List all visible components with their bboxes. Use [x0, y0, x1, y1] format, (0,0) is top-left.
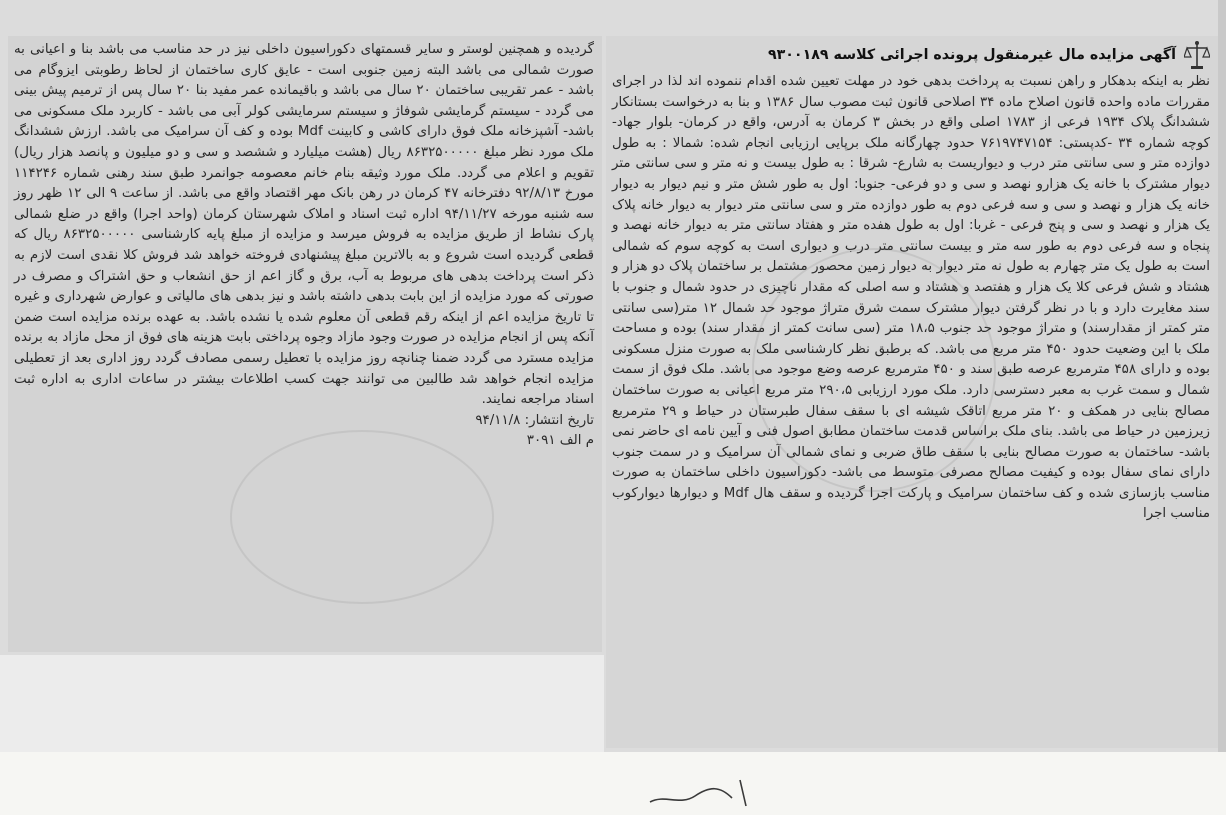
notice-left-column	[8, 36, 602, 652]
notice-body-right: نظر به اینکه بدهکار و راهن نسبت به پرداخت بدهی خود در مهلت تعیین شده اقدام ننموده اند لذا در اجرای مقررات ماده واحده قانون اصلاح ماده ۳۴ اصلاحی قانون ثبت مصوب سال ۱۳۸۶ و بنا به درخواست بستانکار ششدانگ پلاک ۱۹۳۴ فرعی از ۱۷۸۳ اصلی واقع در بخش ۳ کرمان به آدرس، واقع در کرمان- بلوار جهاد- کوچه شماره ۳۴ -کدپستی: ۷۶۱۹۷۴۷۱۵۴ حدود چهارگانه ملک برپایی ارزیابی انجام شده: شمالا : به طول دوازده متر و سی سانتی متر درب و دیواریست به شارع- شرقا : به طول بیست و نه متر و سی سانتی متر دیوار مشترک با خانه یک هزارو نهصد و سی و دو فرعی- جنوبا: اول به طور شش متر و نیم دیوار به دیوار خانه یک هزار و نهصد و سی و سه فرعی دوم به طور دوازده متر و سی سانتی متر دیوار به دیوار خانه پلاک یک هزار و نهصد و سی و پنج فرعی - غربا: اول به طول هفده متر و هفتاد سانتی متر به دیوار خانه نهصد و پنجاه و سه فرعی دوم به طور سه متر و بیست سانتی متر درب و دیواری است به کوچه سوم که شمالی است به طول یک متر چهارم به طول نه متر دیوار به دیوار زمین محصور مشتمل بر ساختمان پلاک دو هزار و هشتاد و شش فرعی کلا یک هزار و هفتصد و هشتاد و سه اصلی که مقدار ناچیزی در حدود شمال و جنوب با سند مغایرت دارد و با در نظر گرفتن دیوار مشترک سمت شرق متراژ موجود حد شمال ۱۲ متر(سی سانتی متر کمتر از مقدارسند) و متراژ موجود حد جنوب ۱۸،۵ متر (سی سانت کمتر از مقدار سند) بوده و مساحت ملک با این وضعیت حدود ۴۵۰ متر مربع می باشد. که برطبق نظر کارشناسی ملک به صورت منزل مسکونی بوده و دارای ۴۵۸ مترمربع عرصه طبق سند و ۴۵۰ مترمربع عرصه وضع موجود می باشد. ملک فوق از سمت شمال و سمت غرب به معبر دسترسی دارد. ملک مورد ارزیابی ۲۹۰،۵ متر مربع اعیانی به صورت ساختمان مصالح بنایی در همکف و ۲۰ متر مربع اتاقک شیشه ای با سقف سفال طبرستان در حیاط و ۲۹ مترمربع زیرزمین در حیاط می باشد. بنای ملک براساس قدمت ساختمان مطابق اصول فنی و آیین نامه ای حاضر نمی باشد- ساختمان به صورت مصالح بنایی با سقف طاق ضربی و نمای شمالی آن سرامیک و در سمت جنوب دارای نمای سفال بوده و کیفیت مصالح مصرفی متوسط می باشد- دکوراسیون داخلی ساختمان به صورت مناسب بازسازی شده و کف ساختمان سرامیک و پارکت اجرا گردیده و سقف هال Mdf و دیوارها دیوارکوب مناسب اجرا	[612, 74, 1211, 522]
paper-bottom-margin	[0, 752, 1226, 815]
notice-body-left: گردیده و همچنین لوستر و سایر قسمتهای دکوراسیون داخلی نیز در حد مناسب می باشد بنا و اعیانی به صورت شمالی می باشد البته زمین جنوبی است - عایق کاری ساختمان از لحاظ رطوبتی ایزوگام می باشد - عمر تقریبی ساختمان ۲۰ سال می باشد و باقیمانده عمر مفید بنا ۲۰ سال پس از ترمیم پیش بینی می گردد - سیستم گرمایشی شوفاژ و سیستم سرمایشی کولر آبی می باشد - کاربرد ملک مسکونی می باشد- آشپزخانه ملک فوق دارای کاشی و کابینت Mdf بوده و کف آن سرامیک می باشد. ارزش ششدانگ ملک مورد نظر مبلغ ۸۶۳۲۵۰۰۰۰۰ ریال (هشت میلیارد و ششصد و سی و دو میلیون و پانصد هزار ریال) تقویم و اعلام می گردد. ملک مورد وثیقه بنام خانم معصومه جوانمرد طبق سند رهنی شماره ۱۱۴۲۴۶ مورخ ۹۲/۸/۱۳ دفترخانه ۴۷ کرمان در رهن بانک مهر اقتصاد واقع می باشد. از ساعت ۹ الی ۱۲ ظهر روز سه شنبه مورخه ۹۴/۱۱/۲۷ اداره ثبت اسناد و املاک شهرستان کرمان (واحد اجرا) واقع در ضلع شمالی پارک نشاط از طریق مزایده به فروش میرسد و مزایده از مبلغ پایه کارشناسی ۸۶۳۲۵۰۰۰۰۰ ریال که قطعی گردیده است شروع و به بالاترین مبلغ پیشنهادی فروخته خواهد شد فروش کلا نقدی است لازم به ذکر است پرداخت بدهی های مربوط به آب، برق و گاز اعم از حق انشعاب و حق اشتراک و مصرف در صورتی که مورد مزایده از این بابت بدهی داشته باشد و نیز بدهی های مالیاتی و عوارض شهرداری و غیره تا تاریخ مزایده اعم از اینکه رقم قطعی آن معلوم شده یا نشده باشد. به عهده برنده مزایده است ضمن آنکه پس از انجام مزایده در صورت وجود مازاد وجوه پرداختی بابت هزینه های فوق از محل مازاد به برنده مزایده مسترد می گردد ضمنا چنانچه روز مزایده با تعطیل رسمی مصادف گردد روز اداری بعد از تعطیلی مزایده انجام خواهد شد طالبین می توانند جهت کسب اطلاعات بیشتر در ساعات اداری به اداره ثبت اسناد مراجعه نمایند.	[14, 42, 594, 408]
reference-number: م الف ۳۰۹۱	[526, 433, 594, 449]
handwritten-mark	[640, 772, 780, 812]
publish-date: تاریخ انتشار: ۹۴/۱۱/۸	[475, 412, 594, 428]
scales-of-justice-icon	[1184, 40, 1210, 70]
notice-title: آگهی مزایده مال غیرمنقول پرونده اجرائی کلاسه ۹۳۰۰۱۸۹	[767, 46, 1176, 63]
paper-edge	[1218, 0, 1226, 805]
notice-header	[612, 40, 1210, 70]
notice-right-column	[606, 36, 1218, 748]
